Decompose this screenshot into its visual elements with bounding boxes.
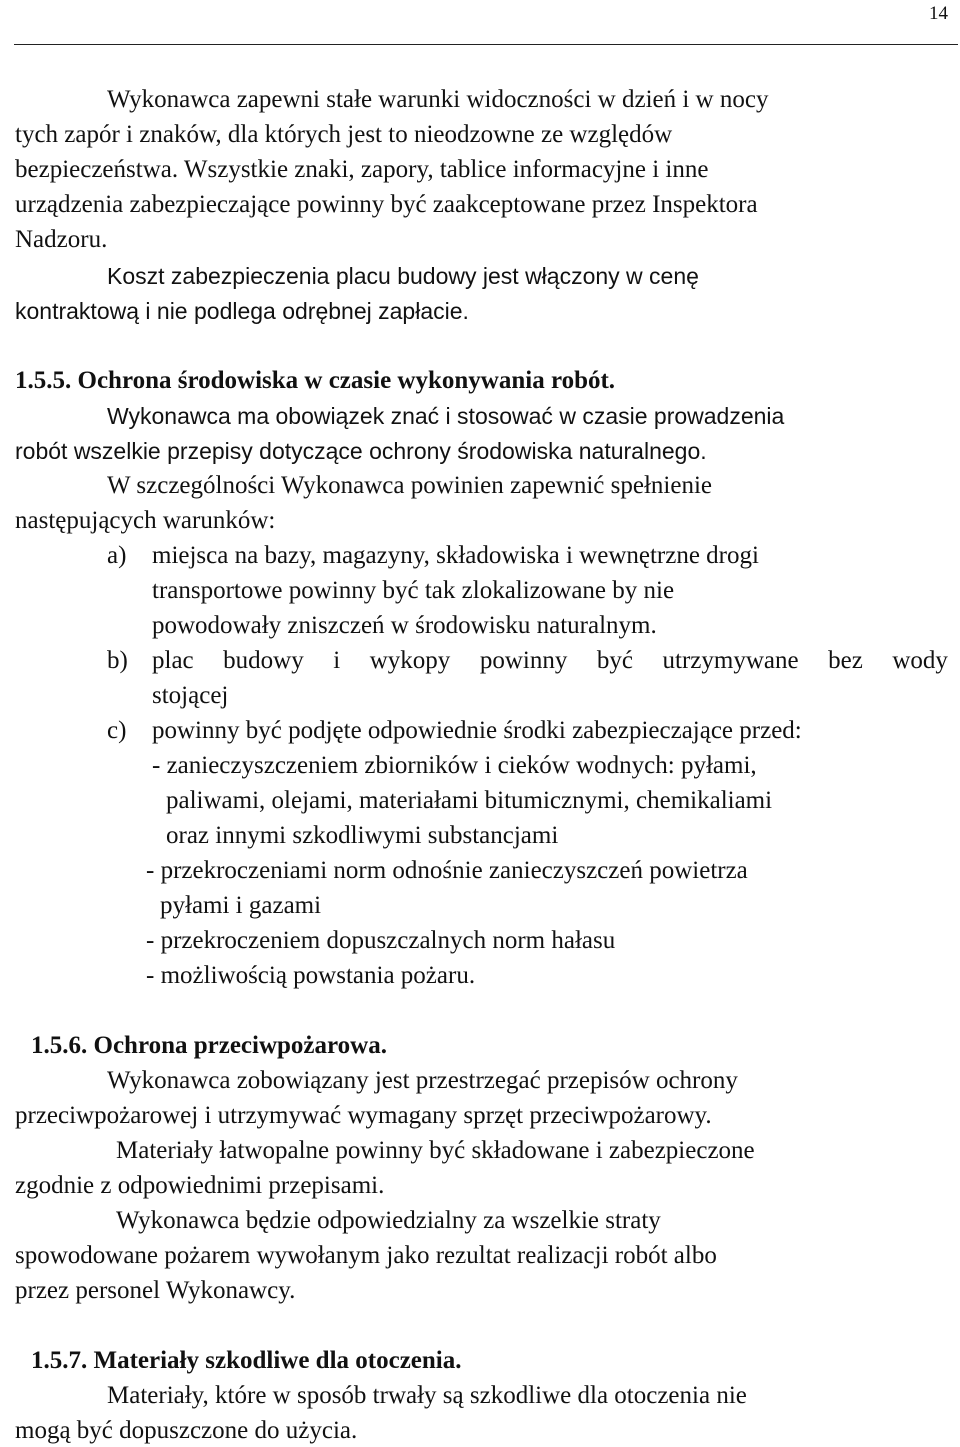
text-line: mogą być dopuszczone do użycia.	[15, 1417, 358, 1444]
text-line: kontraktową i nie podlega odrębnej zapłacie.	[15, 298, 469, 324]
text-line: urządzenia zabezpieczające powinny być zaakceptowane przez Inspektora	[15, 191, 758, 218]
word: plac	[152, 647, 194, 674]
text-line: Wykonawca będzie odpowiedzialny za wszelkie straty	[116, 1207, 661, 1234]
text-line: zgodnie z odpowiednimi przepisami.	[15, 1172, 385, 1199]
list-item-text: powodowały zniszczeń w środowisku naturalnym.	[152, 612, 657, 639]
page-number: 14	[929, 3, 948, 24]
sub-item: pyłami i gazami	[160, 892, 322, 919]
section-heading: 1.5.6. Ochrona przeciwpożarowa.	[31, 1032, 387, 1059]
word: powinny	[479, 647, 568, 674]
word: bez	[828, 647, 863, 674]
list-item-text: powinny być podjęte odpowiednie środki zabezpieczające przed:	[152, 717, 802, 744]
text-line: Materiały, które w sposób trwały są szkodliwe dla otoczenia nie	[107, 1382, 747, 1409]
sub-item: - zanieczyszczeniem zbiorników i cieków wodnych: pyłami,	[152, 752, 757, 779]
text-line: spowodowane pożarem wywołanym jako rezultat realizacji robót albo	[15, 1242, 717, 1269]
sub-item: - przekroczeniami norm odnośnie zanieczyszczeń powietrza	[146, 857, 748, 884]
sub-item: - przekroczeniem dopuszczalnych norm hałasu	[146, 927, 616, 954]
word: wody	[892, 647, 948, 674]
header-rule	[14, 44, 958, 45]
text-line: Materiały łatwopalne powinny być składowane i zabezpieczone	[116, 1137, 755, 1164]
word: utrzymywane	[662, 647, 799, 674]
text-line: bezpieczeństwa. Wszystkie znaki, zapory, tablice informacyjne i inne	[15, 156, 709, 183]
text-line: Koszt zabezpieczenia placu budowy jest włączony w cenę	[107, 263, 699, 289]
list-marker: b)	[107, 647, 128, 674]
text-line: Wykonawca zobowiązany jest przestrzegać przepisów ochrony	[107, 1067, 738, 1094]
section-heading: 1.5.5. Ochrona środowiska w czasie wykonywania robót.	[15, 367, 616, 394]
text-line: przez personel Wykonawcy.	[15, 1277, 296, 1304]
text-line: W szczególności Wykonawca powinien zapewnić spełnienie	[107, 472, 712, 499]
list-marker: a)	[107, 542, 127, 569]
text-line: następujących warunków:	[15, 507, 276, 534]
text-line: Nadzoru.	[15, 226, 108, 253]
list-item-text	[152, 646, 948, 676]
word: wykopy	[369, 647, 451, 674]
list-item-text: stojącej	[152, 682, 229, 709]
text-line: Wykonawca ma obowiązek znać i stosować w czasie prowadzenia	[107, 403, 785, 429]
text-line: Wykonawca zapewni stałe warunki widoczności w dzień i w nocy	[107, 86, 769, 113]
word: budowy	[223, 647, 304, 674]
sub-item: - możliwością powstania pożaru.	[146, 962, 476, 989]
sub-item: oraz innymi szkodliwymi substancjami	[166, 822, 559, 849]
list-marker: c)	[107, 717, 127, 744]
text-line: tych zapór i znaków, dla których jest to nieodzowne ze względów	[15, 121, 673, 148]
word: być	[596, 647, 633, 674]
section-heading: 1.5.7. Materiały szkodliwe dla otoczenia.	[31, 1347, 462, 1374]
text-line: przeciwpożarowej i utrzymywać wymagany sprzęt przeciwpożarowy.	[15, 1102, 712, 1129]
list-item-text: transportowe powinny być tak zlokalizowane by nie	[152, 577, 675, 604]
text-line: robót wszelkie przepisy dotyczące ochrony środowiska naturalnego.	[15, 438, 707, 464]
sub-item: paliwami, olejami, materiałami bitumicznymi, chemikaliami	[166, 787, 773, 814]
word: i	[333, 647, 341, 674]
list-item-text: miejsca na bazy, magazyny, składowiska i wewnętrzne drogi	[152, 542, 759, 569]
